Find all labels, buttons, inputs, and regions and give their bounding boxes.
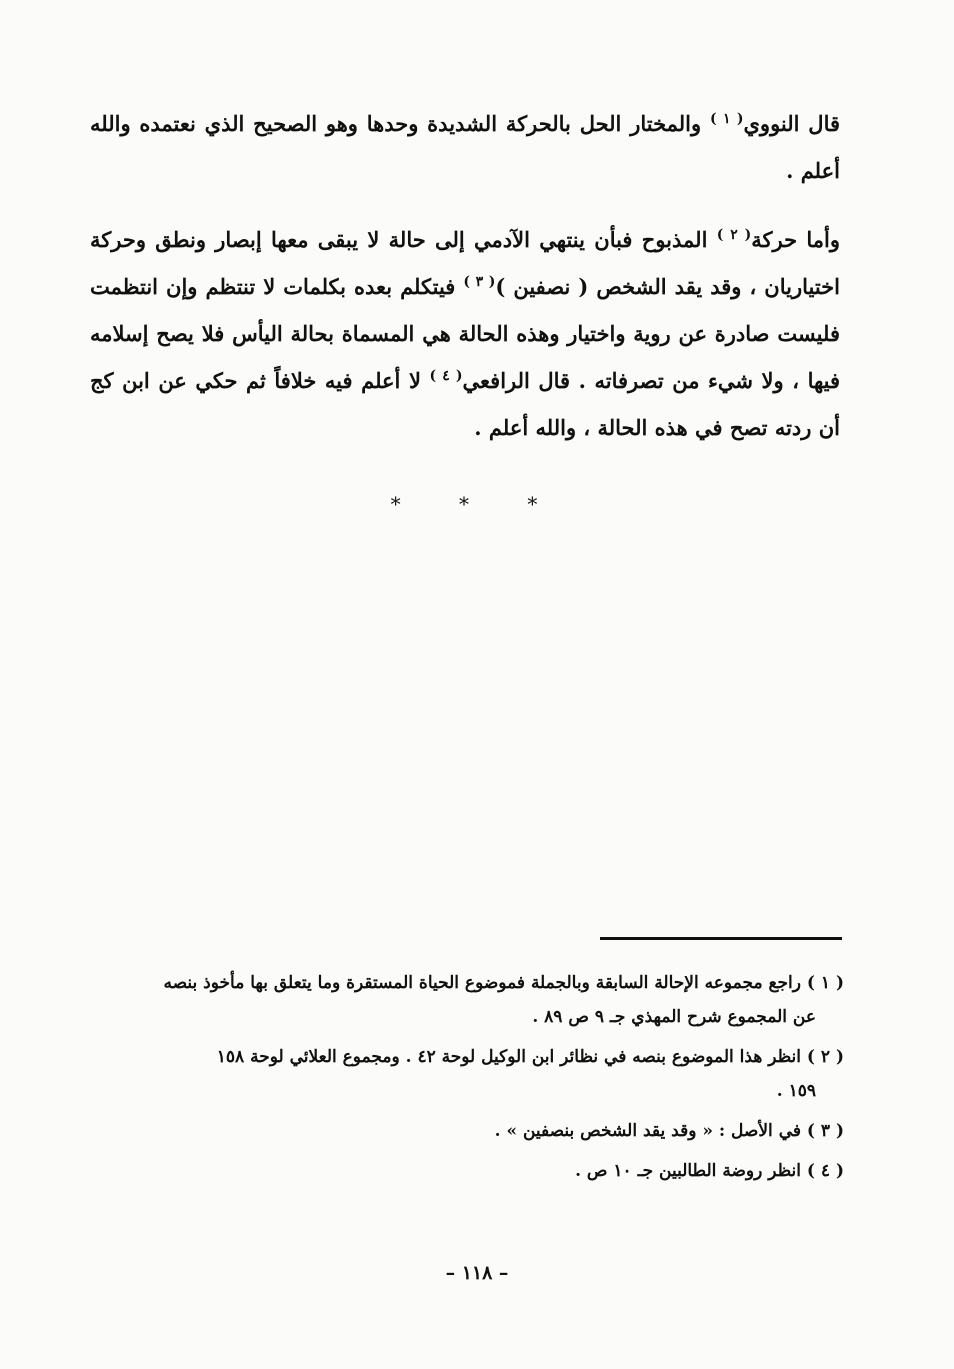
- paragraph-1-text-b: والمختار الحل بالحركة الشديدة وحدها وهو الصحيح الذي نعتمده والله أعلم .: [90, 111, 840, 183]
- paragraph-2-text-b: المذبوح فبأن ينتهي الآدمي إلى حالة لا يبقى معها إبصار ونطق وحركة اختياريان ، وقد يقد الشخص ( نصفين ): [90, 227, 840, 299]
- page-number: – ١١٨ –: [445, 1262, 509, 1284]
- footnote-ref-2: ( ٢ ): [716, 227, 752, 243]
- footnotes: [96, 966, 844, 1194]
- paragraph-2-text-a: وأما حركة: [751, 227, 841, 252]
- footnote-number: ( ١ ): [806, 973, 844, 993]
- footnote-ref-1: ( ١ ): [709, 111, 744, 127]
- footnote-continuation: عن المجموع شرح المهذي جـ ٩ ص ٨٩ .: [532, 1007, 816, 1027]
- footnote-number: ( ٣ ): [806, 1121, 844, 1141]
- footnote-continuation: ١٥٩ .: [776, 1081, 816, 1101]
- footnote-ref-3: ( ٣ ): [463, 274, 496, 290]
- footnote-text: في الأصل : « وقد يقد الشخص بنصفين » .: [494, 1121, 801, 1141]
- section-separator: * * *: [390, 492, 564, 516]
- footnote-number: ( ٢ ): [806, 1047, 844, 1067]
- footnote-number: ( ٤ ): [806, 1161, 844, 1181]
- footnote-1: [96, 966, 844, 1034]
- footnote-text: انظر هذا الموضوع بنصه في نظائر ابن الوكيل لوحة ٤٢ . ومجموع العلائي لوحة ١٥٨: [216, 1047, 801, 1067]
- footnote-text: انظر روضة الطالبين جـ ١٠ ص .: [575, 1161, 801, 1181]
- footnote-2: [96, 1040, 844, 1108]
- paragraph-2-text-d: لا أعلم فيه خلافاً ثم حكي عن ابن كج أن ردته تصح في هذه الحالة ، والله أعلم .: [90, 368, 840, 440]
- paragraph-2: [90, 216, 840, 451]
- footnote-text: راجع مجموعه الإحالة السابقة وبالجملة فموضوع الحياة المستقرة وما يتعلق بها مأخوذ بنصه: [163, 973, 801, 993]
- footnote-3: [96, 1114, 844, 1148]
- footnote-ref-4: ( ٤ ): [429, 368, 463, 384]
- footnote-divider: [600, 937, 842, 940]
- paragraph-1-text-a: قال النووي: [743, 111, 841, 136]
- paragraph-2-text-c: فيتكلم بعده بكلمات لا تنتظم وإن انتظمت فليست صادرة عن روية واختيار وهذه الحالة هي المسماة بحالة اليأس فلا يصح إسلامه فيها ، ولا شيء من تصرفاته . قال الرافعي: [90, 274, 841, 393]
- paragraph-1: [90, 100, 840, 194]
- footnote-4: [96, 1154, 844, 1188]
